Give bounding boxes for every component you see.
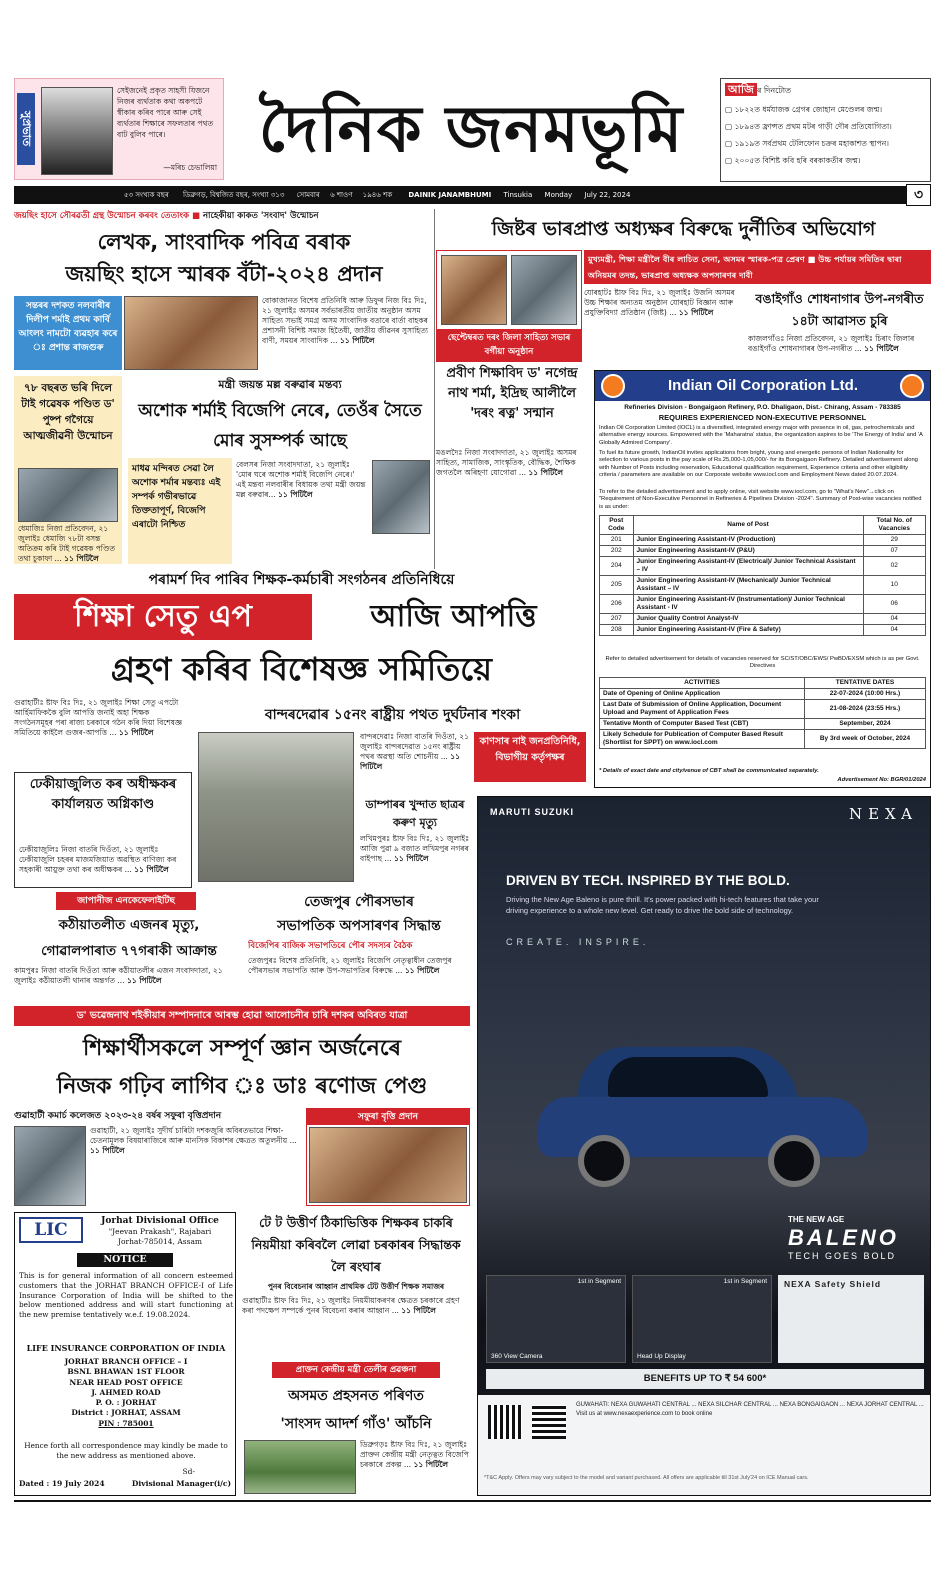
lic-logo: LIC — [19, 1217, 83, 1243]
dateline-item: July 22, 2024 — [584, 191, 631, 199]
iocl-footnote: * Details of exact date and city/venue of CBT shall be communicated separately. — [599, 768, 819, 774]
iocl-table-row — [600, 576, 926, 595]
scholarship-photo — [309, 1127, 467, 1203]
minister-body: বেলসৰ নিজা সংবাদদাতা, ২১ জুলাইঃ 'মোৰ ঘৰে অশোক শৰ্মাই বিজেপি নেৰে।' এই মন্তব্য নলবাৰীৰ বিধায়ক তথা মন্ত্ৰী জয়ন্ত মল্ল বৰুৱাৰ... ১১ পিটিলৈ — [236, 460, 366, 499]
iocl-table-row — [600, 595, 926, 614]
lic-address1: "Jeevan Prakash", Rajabari — [108, 1227, 212, 1236]
iocl-table-cell: 201 — [600, 535, 634, 546]
dateline-bar — [14, 186, 931, 204]
corruption-subbar: মুখ্যমন্ত্ৰী, শিক্ষা মন্ত্ৰীলৈ বীৰ লাচিত সেনা, অসমৰ স্মাৰক-পত্ৰ প্ৰেৰণ ■ উচ্চ পৰ্যায়ৰ সমিতিৰ দ্বাৰা অনিয়মৰ তদন্ত, ভাৰপ্ৰাপ্ত অধ্যক্ষক অপসাৰণৰ দাবী — [584, 250, 931, 284]
iocl-table-cell: Junior Engineering Assistant-IV (Fire & Safety) — [633, 625, 863, 636]
baleno-model: BALENO — [788, 1225, 899, 1250]
corruption-body: যোৰহাটঃ ষ্টাফ বিঃ দিঃ, ২১ জুলাইঃ উজনি অসমৰ উচ্চ শিক্ষাৰ অন্যতম অনুষ্ঠান যোৰহাট বিজ্ঞান আৰু প্ৰযুক্তিবিদ্যা প্ৰতিষ্ঠান (জিষ্ট) ... ১১ পিটিলৈ — [584, 288, 735, 317]
main-headline-line2: গ্ৰহণ কৰিব বিশেষজ্ঞ সমিতিয়ে — [111, 650, 492, 688]
seminar-bar: ড' ভৱেন্দ্ৰনাথ শইকীয়াৰ সম্পাদনাৰে আৰম্ভ হোৱা আলোচনীৰ চাৰি দশকৰ অবিৰত যাত্ৰা — [14, 1006, 470, 1026]
dateline-item: ৫৩ সংখ্যক বছৰ — [124, 191, 169, 199]
dates-table-cell: Likely Schedule for Publication of Computer Based Result (Shortlist for SPPT) on www.iocl.com — [600, 730, 805, 749]
side-label: সুপ্রভাত — [17, 93, 35, 165]
tet-sub: পুনৰ বিবেচনাৰ আহ্বান প্ৰাথমিক টেট উত্তীৰ্ণ শিক্ষক সমাজৰ — [267, 1282, 445, 1291]
knowledge-kicker: গুৱাহাটী কমাৰ্চ কলেজত ২০২৩-২৪ বৰ্ষৰ সফুৰা বৃত্তিপ্ৰদান — [14, 1111, 222, 1121]
newspaper-title: দৈনিক জনমভূমি — [258, 93, 684, 167]
encephalitis-tag: জাপানীজ এনকেফেলাইটিছ — [56, 892, 196, 910]
dates-table-cell: Date of Opening of Online Application — [600, 689, 805, 700]
iocl-table-cell: 07 — [863, 546, 925, 557]
fire-body: ঢেকীয়াজুলিঃ নিজা বাতৰি দিওঁতা, ২১ জুলাইঃ ঢেকীয়াজুলি চহৰৰ মাজমজিয়াত অৱস্থিত বাণিজ্য কৰ সহকাৰী আয়ুক্ত তথা কৰ অধীক্ষকৰ ... ১১ পিটিলৈ — [19, 845, 177, 874]
iocl-table-cell: Junior Engineering Assistant-IV (Mechanical)/ Junior Technical Assistant – IV — [633, 576, 863, 595]
iocl-table-cell: Junior Engineering Assistant-IV (Instrumentation)/ Junior Technical Assistant - IV — [633, 595, 863, 614]
iocl-table-cell: 208 — [600, 625, 634, 636]
darrang-body: মঙলদৈঃ নিজা সংবাদদাতা, ২১ জুলাইঃ অসমৰ সাহিত্য, সামাজিক, সাংস্কৃতিক, বৌদ্ধিক, শৈক্ষিক জগতলৈ অৰিহণা যোগোৱা ... ১১ পিটিলৈ — [436, 448, 577, 477]
corruption-headline: জিষ্টৰ ভাৰপ্ৰাপ্ত অধ্যক্ষৰ বিৰুদ্ধে দুৰ্নীতিৰ অভিযোগ — [491, 218, 876, 240]
iocl-requires: REQUIRES EXPERIENCED NON-EXECUTIVE PERSONNEL — [658, 413, 867, 422]
award-photo — [124, 296, 258, 370]
dates-table-cell: Last Date of Submission of Online Application, Document Upload and Payment of Application Fees — [600, 700, 805, 719]
iocl-intro: Indian Oil Corporation Limited (IOCL) is a diversified, integrated energy major with presence in oil, gas, petrochemicals and alternative energy sources. Empowered with the 'Maharatna' status, the organization aspires to be 'The Energy of India' and 'A Globally Admired Company'. — [599, 425, 923, 446]
dates-table-header: ACTIVITIES — [600, 678, 805, 689]
dealer-block — [478, 1395, 930, 1495]
iocl-logo-left — [601, 374, 625, 398]
iocl-table-row — [600, 546, 926, 557]
iocl-table-cell: Junior Engineering Assistant-IV (P&U) — [633, 546, 863, 557]
dates-table-cell: 21-08-2024 (23:55 Hrs.) — [805, 700, 926, 719]
darrang-banner: ছেপ্টেম্বৰত দৰং জিলা সাহিত্য সভাৰ বৰ্গীয়া অনুষ্ঠান — [437, 329, 581, 361]
iocl-dates-table — [599, 677, 926, 749]
nexa-create: CREATE. INSPIRE. — [506, 937, 650, 947]
dumper-headline: ডাম্পাৰৰ খুন্দাত ছাত্ৰৰ কৰুণ মৃত্যু — [365, 798, 465, 829]
encephalitis-body: কামপুৰঃ নিজা বাতৰি দিওঁতা আৰু কঠীয়াতলীৰ এজন সংবাদদাতা, ২১ জুলাইঃ কঠীয়াতলী থানাৰ অন্তৰ্গত ... ১১ পিটিলৈ — [14, 966, 223, 985]
adarsh-body: ডিব্ৰুগড়ঃ ষ্টাফ বিঃ দিঃ, ২১ জুলাইঃ প্ৰাক্তন কেন্দ্ৰীয় মন্ত্ৰী নেতৃত্বত বিজেপি চৰকাৰে প্ৰকল্প ... ১১ পিটিলৈ — [360, 1440, 469, 1469]
dateline-item: DAINIK JANAMBHUMI — [408, 191, 492, 199]
dates-table-cell: September, 2024 — [805, 719, 926, 730]
quote-text: সেইজনেই প্ৰকৃত সাহসী যিজনে নিজৰ ব্যৰ্থতাক কথা অকপটে স্বীকাৰ কৰিব পাৰে আৰু সেই ব্যৰ্থতাৰ শিক্ষাৰে সফলতাৰ পথত বাট বুলিব পাৰে। — [117, 86, 214, 139]
dates-table-header: TENTATIVE DATES — [805, 678, 926, 689]
iocl-table-cell: 04 — [863, 614, 925, 625]
bongaigaon-headline: বঙাইগাঁও শোধনাগাৰ উপ-নগৰীত ১৪টা আৱাসত চুৰি — [755, 291, 924, 328]
nexa-ad — [477, 796, 931, 1496]
iocl-table-header: Name of Post — [633, 516, 863, 535]
adarsh-tag: প্ৰাক্তন কেন্দ্ৰীয় মন্ত্ৰী তেলীৰ প্ৰৱঞ্চনা — [272, 1362, 440, 1378]
nexa-subcopy: Driving the New Age Baleno is pure thrill. It's power packed with hi-tech features that take your driving experience to a whole new level. Get ready to drive the bold side of technology. — [506, 895, 819, 915]
tezpur-body: তেজপুৰঃ বিশেষ প্ৰতিনিধি, ২১ জুলাইঃ বিজেপি নেতৃত্বাধীন তেজপুৰ পৌৰসভাৰ সভাপতি আৰু উপ-সভাপতিৰ বিৰুদ্ধে ... ১১ পিটিলৈ — [248, 956, 452, 975]
lic-body: This is for general information of all concern esteemed customers that the JORHAT BRANCH OFFICE-I of Life Insurance Corporation of India will be shifted to the below mentioned address and will start functioning at the new premise tentatively w.e.f. 19.08.2024. — [19, 1271, 233, 1320]
feature-360-tile — [486, 1275, 626, 1363]
lead-left-side-box: সন্তৰৰ দশকত নলবাৰীৰ দিলীপ শৰ্মাই প্ৰথম কাৰ্বি আংলং নামটো ব্যৱহাৰ কৰে ঃ প্ৰশান্ত ৰাজগুৰু — [14, 296, 122, 370]
qr-code-2 — [532, 1405, 566, 1439]
safety-shield-box — [778, 1275, 924, 1363]
speaker-photo — [14, 1126, 86, 1206]
dateline-item: ৬ শাওণ — [330, 191, 353, 199]
iocl-table-cell: Junior Quality Control Analyst-IV — [633, 614, 863, 625]
iocl-adv-no: Advertisement No: BGR/01/2024 — [837, 777, 926, 783]
iocl-table-cell: Junior Engineering Assistant-IV (Electrical)/ Junior Technical Assistant – IV — [633, 557, 863, 576]
dates-table-cell: By 3rd week of October, 2024 — [805, 730, 926, 749]
iocl-logo-right — [900, 374, 924, 398]
lic-sd: Sd- — [182, 1467, 195, 1476]
maruti-brand: MARUTI SUZUKI — [490, 807, 574, 817]
dateline-item: Tinsukia — [503, 191, 533, 199]
iocl-company: Indian Oil Corporation Ltd. — [668, 377, 858, 394]
village-photo — [244, 1440, 356, 1494]
highway-red-box: কাণসাৰ নাই জনপ্ৰতিনিধি, বিভাগীয় কৰ্তৃপক্ষৰ — [474, 732, 586, 782]
fire-box — [14, 772, 192, 888]
lead-left-kicker: জয়ছিং হাসে সৌৰৱতী গ্ৰন্থ উন্মোচন কৰবং তেতাংক ■ নাহেকীয়া কাকত 'সংবাদ' উন্মোচন — [14, 211, 319, 221]
today-item: ▢ ১৮২২ত ধৰ্মযাজক গ্ৰেগৰ জোহান মেণ্ডেলৰ জন্ম। — [725, 105, 883, 114]
dates-table-row — [600, 730, 926, 749]
tet-headline: টে ট উত্তীৰ্ণ ঠিকাভিত্তিক শিক্ষকৰ চাকৰি নিয়মীয়া কৰিবলৈ লোৱা চৰকাৰৰ সিদ্ধান্তক লৈ ৰংঘাৰ — [251, 1215, 461, 1274]
person-photo-1 — [441, 255, 507, 325]
today-box — [720, 78, 931, 182]
person-photo-2 — [511, 255, 577, 325]
dates-table-row — [600, 689, 926, 700]
highway-body: বান্দৰদেৱাঃ নিজা বাতৰি দিওঁতা, ২১ জুলাইঃ বান্দৰদেৱাত ১৫নং ৰাষ্ট্ৰীয় পথৰ অৱস্থা অতি শোচনীয় ... ১১ পিটিলৈ — [360, 732, 470, 771]
dateline-item: সোমবাৰ — [296, 191, 320, 199]
today-list — [725, 101, 927, 169]
lead-left-body: বোকাজানত বিশেষ প্ৰতিনিধি আৰু ডিফুৰ নিজ বিঃ দিঃ, ২১ জুলাইঃ অসমৰ সৰ্বভাৰতীয় জাতীয় অনুষ্ঠান অসম সাহিত্য সভাই সমগ্ৰ অসম সাংবাদিক বতাৰে বাৰ্তা বাহকৰ প্ৰশাসনী বিশিষ্ট সমাজ হিতৈষী, জাতীয় জীৱনৰ সুসাহিত্য বাণী, সময়ৰ সাংবাদিক ... ১১ পিটিলৈ — [262, 296, 429, 345]
tezpur-headline: তেজপুৰ পৌৰসভাৰ সভাপতিক অপসাৰণৰ সিদ্ধান্ত — [277, 894, 441, 934]
car-shape — [538, 1047, 868, 1187]
highway-headline: বান্দৰদেৱাৰ ১৫নং ৰাষ্ট্ৰীয় পথত দুৰ্ঘটনাৰ শংকা — [264, 707, 521, 723]
lead-left-headline: লেখক, সাংবাদিক পবিত্ৰ বৰাক জয়ছিং হাসে স্মাৰক বঁটা-২০২৪ প্ৰদান — [65, 230, 383, 286]
iocl-intro3: To refer to the detailed advertisement and to apply online, visit website www.iocl.com, go to "What's New"→click on "Requirement of Non-Executive Personnel in Refineries & Pipelines Division -2024". Summary of Post-wise vacancies notified is as under: — [599, 489, 922, 510]
fine-print: *T&C Apply. Offers may vary subject to the model and variant purchased. All offers are applicable till 31st July'24 on ICE Manual cars. — [484, 1475, 809, 1481]
iocl-table-header: Total No. of Vacancies — [863, 516, 925, 535]
iocl-table-cell: 29 — [863, 535, 925, 546]
dumper-body: লখিমপুৰঃ ষ্টাফ বিঃ দিঃ, ২১ জুলাইঃ আজি পুৱা ৯ বজাত লখিমপুৰ নগৰৰ বাইপাছ ... ১১ পিটিলৈ — [360, 834, 470, 863]
iocl-ad — [594, 370, 931, 788]
dates-table-row — [600, 719, 926, 730]
iocl-table-row — [600, 614, 926, 625]
iocl-table-cell: 10 — [863, 576, 925, 595]
iocl-reservation-note: Refer to detailed advertisement for details of vacancies reserved for SC/ST/OBC/EWS/ PwBD/EXSM which is as per Govt. Directives — [605, 656, 920, 670]
iocl-division: Refineries Division - Bongaigaon Refinery, P.O. Dhaligaon, Dist.- Chirang, Assam - 783385 — [624, 404, 901, 411]
teachers-kicker: পৰামৰ্শ দিব পাৰিব শিক্ষক-কৰ্মচাৰী সংগঠনৰ প্ৰতিনিধিয়ে — [148, 572, 455, 588]
main-headline-body: গুৱাহাটীঃ ষ্টাফ বিঃ দিঃ, ২১ জুলাইঃ শিক্ষা সেতু এপটো আৰ্হিমাফিককৈ বুলি আপত্তি জনাই অহা শিক্ষক সংগঠনসমূহৰ পৰা ৰাজ্য চৰকাৰে গঠন কৰি দিয়া বিশেষজ্ঞ সমিতিয়ে কাইলৈ গুজৰ-আপত্তি ... ১১ পিটিলৈ — [14, 698, 183, 737]
minister-photo — [372, 460, 430, 534]
iocl-header — [595, 371, 930, 401]
knowledge-body: গুৱাহাটী, ২১ জুলাইঃ সুদীৰ্ঘ চাৰিটা দশকজুৰি অবিৰতভাৱে শিক্ষা-চেতনামূলক বিষয়াৰাজিৰে আৰু মানসিক বিকাশৰ ক্ষেত্ৰত অতুলনীয় ... ১১ পিটিলৈ — [90, 1126, 297, 1155]
lic-notice-title: NOTICE — [77, 1253, 173, 1267]
tezpur-subhead: বিজেপিৰ বাজিক সভাপতিৰে পৌৰ সদস্যৰ বৈঠক — [248, 941, 413, 951]
dates-table-cell: Tentative Month of Computer Based Test (CBT) — [600, 719, 805, 730]
dates-table-row — [600, 700, 926, 719]
gogoi-body: ধেমাজিঃ নিজা প্ৰতিবেদন, ২১ জুলাইঃ ধেমাজি ৭৮টা বসন্ত অতিক্ৰম কৰি টাই গৱেষক পণ্ডিত তথা চুকাফা ... ১১ পিটিলৈ — [18, 524, 115, 563]
lic-closing: Hence forth all correspondence may kindly be made to the new address as mentioned above. — [24, 1441, 228, 1460]
nexa-tagline: DRIVEN BY TECH. INSPIRED BY THE BOLD. — [506, 873, 790, 888]
iocl-table-header: Post Code — [600, 516, 634, 535]
lic-company: LIFE INSURANCE CORPORATION OF INDIA — [26, 1343, 226, 1353]
iocl-table-cell: 06 — [863, 595, 925, 614]
adarsh-headline: অসমত প্ৰহসনত পৰিণত 'সাংসদ আদৰ্শ গাঁও' আঁচনি — [280, 1388, 432, 1432]
lic-new-address: JORHAT BRANCH OFFICE – I BSNL BHAWAN 1ST FLOOR NEAR HEAD POST OFFICE J. AHMED ROAD P. O. : JORHAT District : JORHAT, ASSAM PIN : 785001 — [64, 1357, 188, 1428]
minister-kicker: মন্ত্ৰী জয়ন্ত মল্ল বৰুৱাৰ মন্তব্য — [218, 378, 342, 391]
seg-label: 1st in Segment — [723, 1278, 767, 1285]
feature-label: Head Up Display — [637, 1353, 686, 1360]
new-age-label: THE NEW AGE — [788, 1215, 845, 1224]
scholarship-caption: সফুৰা বৃত্তি প্ৰদান — [307, 1109, 469, 1125]
highway-photo — [198, 732, 354, 882]
today-sub: ৰ দিনটোত — [756, 86, 792, 95]
minister-headline: অশোক শৰ্মাই বিজেপি নেৰে, তেওঁৰ সৈতে মোৰ সুসম্পৰ্ক আছে — [138, 401, 422, 451]
today-item: ▢ ১৮৯৪ত ফ্ৰান্সত প্ৰথম মটৰ গাড়ী দৌৰ প্ৰতিযোগিতা। — [725, 122, 892, 131]
seg-label: 1st in Segment — [577, 1278, 621, 1285]
dateline-item: ১৯৪৬ শক — [362, 191, 393, 199]
iocl-table-cell: 02 — [863, 557, 925, 576]
encephalitis-headline: কঠীয়াতলীত এজনৰ মৃত্যু, গোৱালপাৰাত ৭৭গৰাকী আক্ৰান্ত — [41, 917, 217, 959]
iocl-table-cell: 202 — [600, 546, 634, 557]
gogoi-headline: ৭৮ বছৰত ভৰি দিলে টাই গৱেষক পণ্ডিত ড' পুষ্প গগৈয়ে আত্মজীৱনী উন্মোচন — [21, 382, 115, 442]
today-item: ▢ ১৯১৯ত সৰ্বপ্ৰথম টেলিফোন চক্ৰৰ মহাকাশত স্থাপন। — [725, 139, 889, 148]
dateline-item: ডিব্ৰুগড়, বিশ্বজিত বছৰ, সংখ্যা ৩১৩ — [183, 191, 285, 199]
main-headline-black: আজি আপত্তি — [370, 599, 537, 634]
iocl-table-row — [600, 535, 926, 546]
iocl-table-cell: Junior Engineering Assistant-IV (Production) — [633, 535, 863, 546]
safety-title: NEXA Safety Shield — [784, 1279, 882, 1289]
main-headline-red: শিক্ষা সেতু এপ — [14, 594, 312, 640]
lic-dated: Dated : 19 July 2024 — [19, 1479, 105, 1488]
minister-boxed: মাধৱ মন্দিৰত সেৱা লৈ অশোক শৰ্মাৰ মন্তব্যঃ এই সম্পৰ্ক গভীৰভাৱে তিক্ততাপূৰ্ণ, বিজেপি এৰাটো নিশ্চিত — [128, 458, 232, 564]
tet-body: গুৱাহাটীঃ ষ্টাফ বিঃ দিঃ, ২১ জুলাইঃ নিয়মীয়াকৰণৰ ক্ষেত্ৰত চৰকাৰে গ্ৰহণ কৰা পদক্ষেপ সম্পৰ্কে পুনৰ বিবেচনা কৰাৰ আহ্বান ... ১১ পিটিলৈ — [242, 1296, 460, 1315]
iocl-table-row — [600, 625, 926, 636]
today-label: আজি — [725, 83, 757, 96]
lic-notice — [14, 1212, 236, 1496]
today-item: ▢ ২০০৫ত বিশিষ্ট কবি হৰি বৰকাকতীৰ জন্ম। — [725, 156, 861, 165]
iocl-table-cell: 205 — [600, 576, 634, 595]
lic-signatory: Divisional Manager(i/c) — [131, 1479, 231, 1488]
iocl-table-cell: 204 — [600, 557, 634, 576]
page-number: ৩ — [906, 184, 931, 206]
nexa-logo: NEXA — [848, 805, 918, 823]
lic-office: Jorhat Divisional Office — [101, 1216, 219, 1226]
gogoi-box — [14, 376, 122, 564]
dates-table-cell: 22-07-2024 (10:00 Hrs.) — [805, 689, 926, 700]
qr-code-1 — [488, 1405, 522, 1439]
lic-address2: Jorhat-785014, Assam — [117, 1237, 203, 1246]
quote-box — [14, 78, 224, 180]
iocl-table-cell: 206 — [600, 595, 634, 614]
iocl-vacancy-table — [599, 515, 926, 636]
bongaigaon-body: কাজলগাঁওঃ নিজা প্ৰতিবেদন, ২১ জুলাইঃ চিৰাং জিলাৰ বঙাইগাঁও শোধনাগাৰৰ উপ-নগৰীত ... ১১ পিটিলৈ — [748, 334, 915, 353]
feature-hud-tile — [632, 1275, 772, 1363]
iocl-intro2: To fuel its future growth, IndianOil invites applications from bright, young and energetic persons of Indian Nationality for selection to various posts in the pay scale of Rs.25,000-1,05,000/- for its Bongaigaon Refinery. Detailed advertisement along with Number of Posts including reservation, Educational qualification requirement, Experience criteria and other eligibility criteria / parameters are available on our Corporate website www.iocl.com and Employment News dated 20.07.2024. — [599, 450, 918, 479]
iocl-table-cell: 04 — [863, 625, 925, 636]
dateline-item: Monday — [544, 191, 573, 199]
fire-headline: ঢেকীয়াজুলিত কৰ অধীক্ষকৰ কাৰ্যালয়ত অগ্নিকাণ্ড — [29, 777, 177, 812]
author-portrait — [41, 87, 113, 175]
main-headline-line1 — [14, 594, 589, 642]
knowledge-headline: শিক্ষাৰ্থীসকলে সম্পূৰ্ণ জ্ঞান অৰ্জনেৰে নিজক গঢ়িব লাগিব ঃ ডাঃ ৰণোজ পেগু — [56, 1036, 428, 1099]
iocl-table-cell: 207 — [600, 614, 634, 625]
dealer-list: GUWAHATI: NEXA GUWAHATI CENTRAL ... NEXA SILCHAR CENTRAL ... NEXA BONGAIGAON ... NEXA JORHAT CENTRAL ... Visit us at www.nexaexperience.com to book online — [576, 1402, 924, 1417]
baleno-tag: TECH GOES BOLD — [788, 1251, 897, 1261]
darrang-headline: প্ৰবীণ শিক্ষাবিদ ড' নগেন্দ্ৰ নাথ শৰ্মা, ইদ্ৰিছ আলীলৈ 'দৰং ৰত্ন' সন্মান — [446, 366, 578, 421]
benefits-bar: BENEFITS UP TO ₹ 54 600* — [486, 1369, 924, 1389]
quote-author: —মৰিচ চেভালিয়া — [163, 163, 217, 172]
iocl-table-row — [600, 557, 926, 576]
gogoi-photo — [18, 468, 118, 522]
darrang-photo-box — [436, 250, 582, 362]
scholarship-photo-box — [306, 1108, 470, 1206]
feature-label: 360 View Camera — [491, 1353, 543, 1360]
